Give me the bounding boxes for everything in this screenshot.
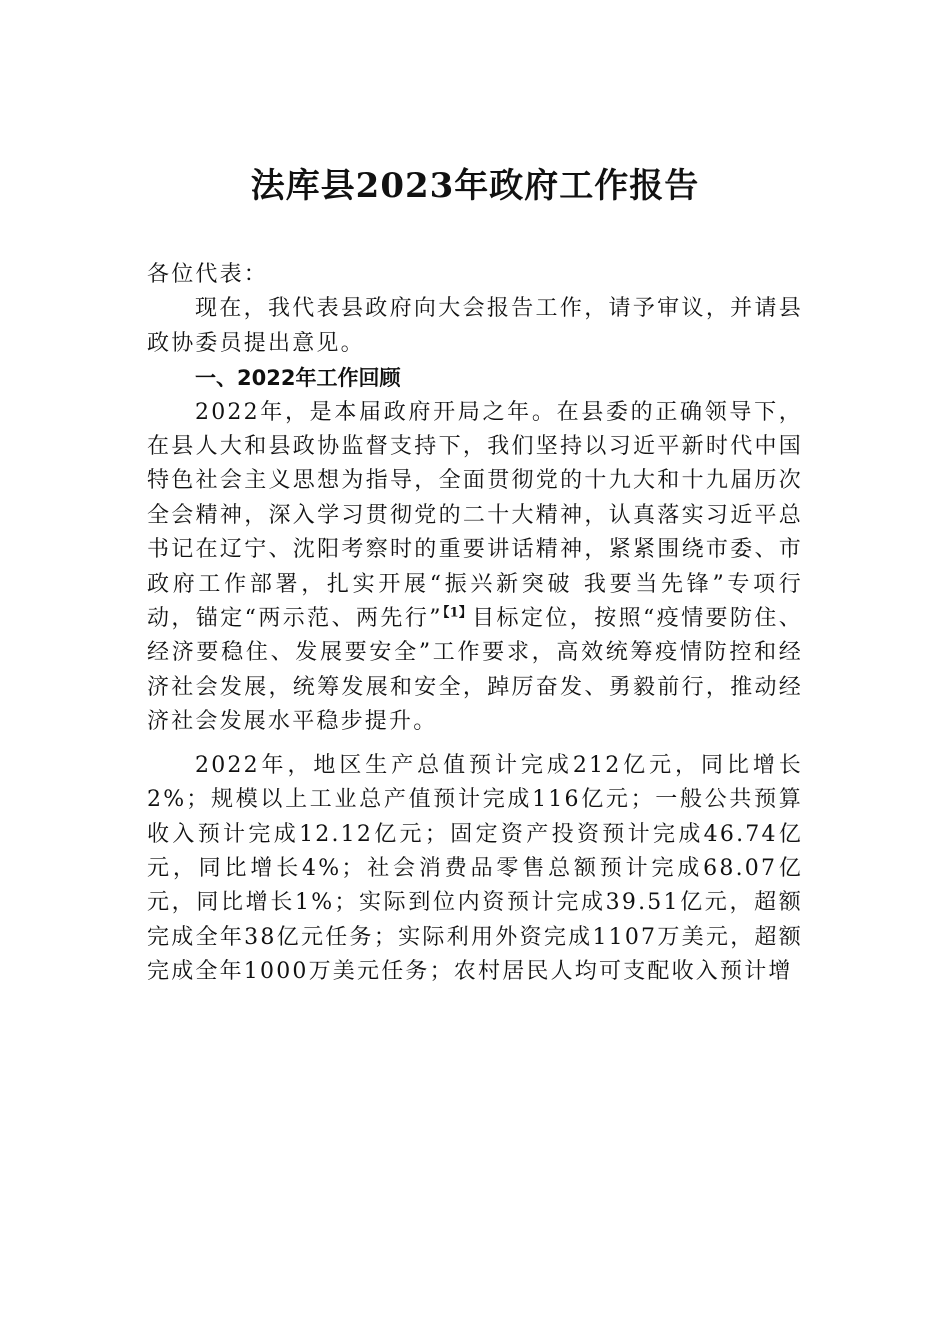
footnote-reference[interactable]: 【1】 — [442, 605, 473, 621]
intro-paragraph: 现在，我代表县政府向大会报告工作，请予审议，并请县政协委员提出意见。 — [147, 296, 803, 356]
statistics-paragraph: 2022年，地区生产总值预计完成212亿元，同比增长2%；规模以上工业总产值预计完成116亿元；一般公共预算收入预计完成12.12亿元；固定资产投资预计完成46.74亿元，同比增长4%；社会消费品零售总额预计完成68.07亿元，同比增长1%；实际到位内资预计完成39.51亿元，超额完成全年38亿元任务；实际利用外资完成1107万美元，超额完成全年1000万美元任务；农村居民人均可支配收入预计增 — [147, 752, 803, 985]
salutation: 各位代表： — [147, 262, 269, 287]
section-heading: 一、2022年工作回顾 — [195, 366, 401, 391]
document-title: 法库县2023年政府工作报告 — [250, 166, 700, 206]
review-paragraph-text-start: 2022年，是本届政府开局之年。在县委的正确领导下，在县人大和县政协监督支持下，我们坚持以习近平新时代中国特色社会主义思想为指导，全面贯彻党的十九大和十九届历次全会精神，深入学习贯彻党的二十大精神，认真落实习近平总书记在辽宁、沈阳考察时的重要讲话精神，紧紧围绕市委、市政府工作部署，扎实开展“振兴新突破 我要当先锋”专项行动，锚定“两示范、两先行” — [147, 399, 803, 632]
document-body — [147, 258, 803, 990]
review-paragraph — [147, 396, 803, 740]
review-paragraph-text-end: 目标定位，按照“疫情要防住、经济要稳住、发展要安全”工作要求，高效统筹疫情防控和经济社会发展，统筹发展和安全，踔厉奋发、勇毅前行，推动经济社会发展水平稳步提升。 — [147, 606, 803, 735]
